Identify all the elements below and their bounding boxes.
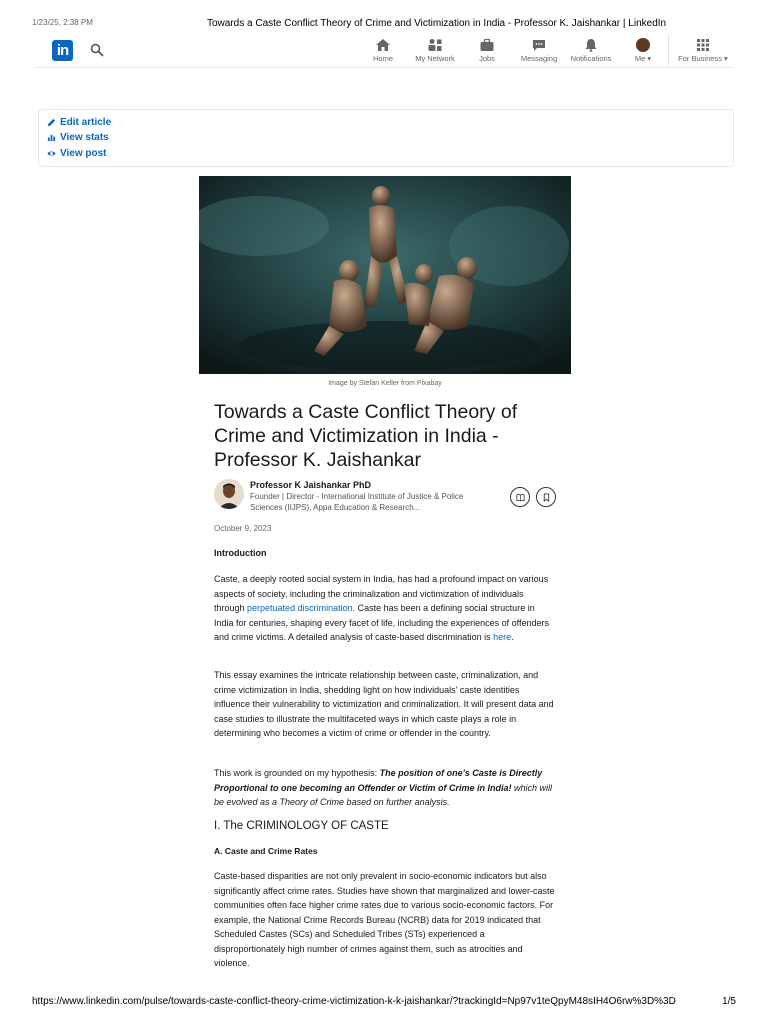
subsection-heading-caste-crime-rates: A. Caste and Crime Rates [214, 846, 318, 856]
nav-my-network-label: My Network [415, 54, 455, 63]
hero-artwork [199, 176, 571, 374]
nav-me-label: Me [634, 54, 646, 63]
edit-article-link[interactable] [47, 117, 111, 128]
nav-for-business-label: For Business [678, 54, 722, 63]
linkedin-logo[interactable]: in [52, 40, 73, 61]
print-url: https://www.linkedin.com/pulse/towards-caste-conflict-theory-crime-victimization-k-k-jaishankar/?trackingId=Np97v1teQpyM48sIH4O6rw%3D%3D [32, 996, 676, 1007]
nav-home-label: Home [372, 54, 393, 63]
nav-notifications[interactable] [565, 38, 617, 63]
caste-discrimination-link[interactable]: here [493, 632, 512, 642]
paragraph-3 [214, 766, 556, 810]
eye-icon [47, 149, 56, 158]
linkedin-navbar [36, 34, 732, 68]
grid-icon [695, 38, 711, 52]
bell-icon [583, 38, 599, 52]
nav-notifications-label: Notifications [570, 54, 612, 63]
bar-chart-icon [47, 133, 56, 142]
avatar [636, 38, 650, 52]
paragraph-1-text-c: . [511, 632, 514, 642]
nav-divider [668, 34, 669, 67]
pencil-icon [47, 118, 56, 127]
paragraph-1-text-a: Caste, a deeply rooted social system in India, has had a profound impact on various aspects of society, including the criminalization and victimization of individuals through [214, 574, 549, 613]
article-date: October 9, 2023 [214, 524, 272, 533]
paragraph-4: Caste-based disparities are not only prevalent in socio-economic indicators but also significantly affect crime rates. Studies have shown that marginalized and lower-caste communities often face higher crime rates due to various socio-economic factors. For example, the National Crime Records Bureau (NCRB) data for 2019 indicated that Scheduled Castes (SCs) and Scheduled Tribes (STs) experienced a disproportionately high number of crimes against them, such as atrocities and violence. [214, 871, 555, 968]
paragraph-2: This essay examines the intricate relationship between caste, criminalization, and crime victimization in India, shedding light on how individuals' caste identities influence their vulnerability to victimization and criminalization. It will present data and case studies to illustrate the multifaceted ways in which caste plays a role in determining who becomes a victim of crime or offender in the country. [214, 670, 554, 738]
print-title: Towards a Caste Conflict Theory of Crime and Victimization in India - Professor K. Jaishankar | LinkedIn [207, 18, 667, 29]
save-article-button[interactable] [536, 487, 556, 507]
nav-my-network[interactable] [409, 38, 461, 63]
nav-jobs[interactable] [461, 38, 513, 63]
print-datetime: 1/23/25, 2:38 PM [32, 18, 93, 27]
article-admin-panel [38, 109, 734, 167]
home-icon [375, 38, 391, 52]
author-portrait [214, 479, 244, 509]
paragraph-1-text-b: . Caste has been a defining social structure in India for centuries, shaping every facet of life, including the experiences of offenders and crime victims. A detailed analysis of caste-based discrimination is [214, 603, 550, 642]
view-post-link[interactable] [47, 148, 107, 159]
book-icon [516, 493, 525, 502]
search-icon[interactable] [90, 43, 104, 57]
network-icon [427, 38, 443, 52]
nav-messaging-label: Messaging [520, 54, 558, 63]
nav-home[interactable] [357, 38, 409, 63]
view-stats-link[interactable] [47, 132, 109, 143]
nav-for-business[interactable] [674, 38, 732, 63]
bookmark-icon [542, 493, 551, 502]
messaging-icon [531, 38, 547, 52]
nav-messaging[interactable] [513, 38, 565, 63]
author-name[interactable]: Professor K Jaishankar PhD [250, 480, 372, 490]
paragraph-3-text-a: This work is grounded on my hypothesis: [214, 768, 380, 778]
chevron-down-icon: ▾ [721, 54, 728, 63]
nav-me[interactable] [617, 38, 669, 63]
edit-article-label: Edit article [60, 117, 112, 128]
article-title: Towards a Caste Conflict Theory of Crime and Victimization in India - Professor K. Jaishankar [214, 401, 518, 471]
print-page-number: 1/5 [722, 996, 736, 1007]
section-heading-criminology-of-caste: I. The CRIMINOLOGY OF CASTE [214, 820, 389, 832]
hypothesis-text: The position of one's Caste is Directly Proportional to one becoming an Offender or Victim of Crime in India! [214, 768, 543, 793]
author-headline: Founder | Director - International Institute of Justice & Police Sciences (IIJPS), Appa Education & Research... [250, 492, 464, 512]
author-avatar[interactable] [214, 479, 244, 509]
perpetuated-discrimination-link[interactable]: perpetuated discrimination [247, 603, 353, 613]
chevron-down-icon: ▾ [645, 54, 652, 63]
section-heading-introduction: Introduction [214, 548, 267, 558]
read-mode-button[interactable] [510, 487, 530, 507]
briefcase-icon [479, 38, 495, 52]
hero-image [199, 176, 571, 374]
hero-caption: Image by Stefan Keller from Pixabay [328, 380, 442, 387]
paragraph-3-text-b: which will be evolved as a Theory of Crime based on further analysis. [214, 782, 553, 807]
nav-jobs-label: Jobs [479, 54, 495, 63]
paragraph-1 [214, 572, 556, 645]
view-post-label: View post [60, 148, 107, 159]
view-stats-label: View stats [60, 132, 109, 143]
